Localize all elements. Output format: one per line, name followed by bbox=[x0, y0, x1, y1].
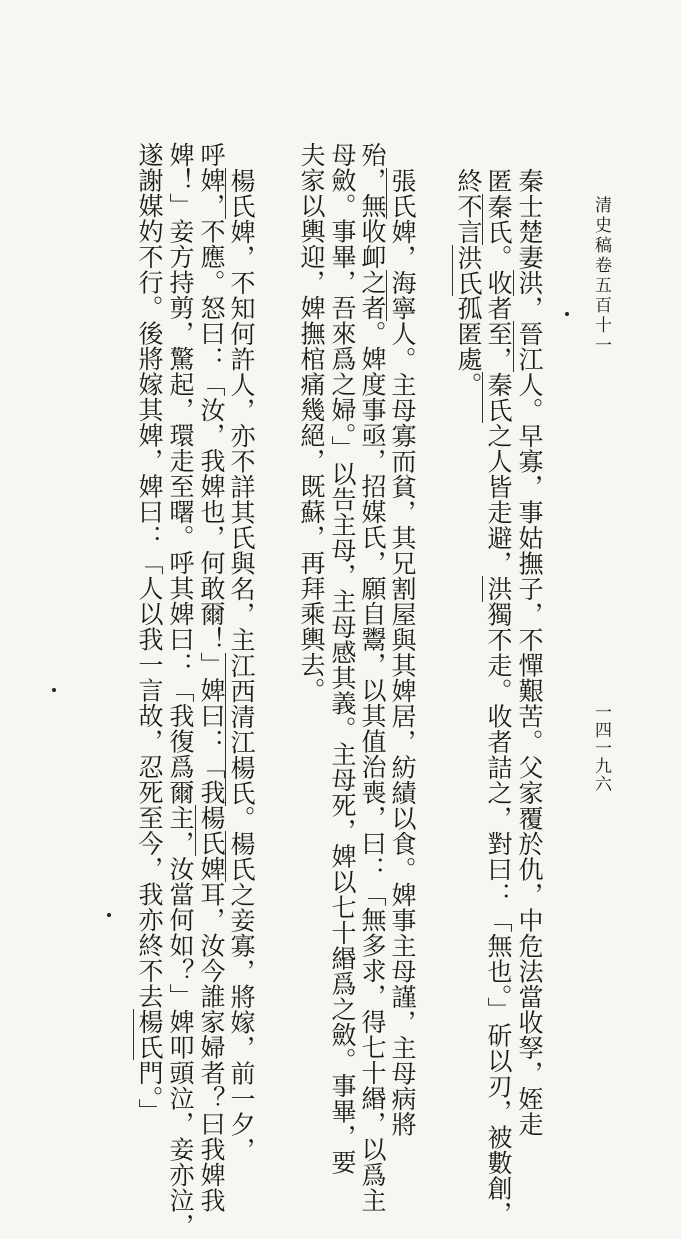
text-segment: 人。主母寡而貧，其兄割屋與其婢居，紡績以食。婢事主母謹，主母病將 bbox=[388, 321, 417, 1137]
proper-name: 楊氏 bbox=[135, 1009, 164, 1060]
text-column bbox=[451, 168, 483, 398]
text-segment: 秦士楚妻 bbox=[515, 168, 544, 270]
proper-name: 楊氏 bbox=[227, 168, 256, 219]
text-column bbox=[194, 142, 226, 1213]
text-column bbox=[132, 142, 164, 1124]
text-segment: 婢， bbox=[388, 219, 417, 270]
text-segment: ， bbox=[515, 295, 544, 321]
text-segment: 之妾寡，將嫁，前一夕， bbox=[227, 882, 256, 1163]
text-segment: 之人皆走避， bbox=[484, 423, 513, 576]
proper-name: 楊氏 bbox=[227, 831, 256, 882]
text-segment: 匿 bbox=[484, 168, 513, 194]
text-column bbox=[325, 142, 357, 1175]
text-segment: 婢，不知何許人，亦不詳其氏與名，主 bbox=[227, 219, 256, 653]
page-number: 一四一九六 bbox=[591, 703, 611, 793]
text-segment: 門。」 bbox=[135, 1060, 164, 1124]
text-column bbox=[163, 142, 195, 1239]
text-segment: 呼婢，不應。怒曰：「汝，我婢也，何敢爾！」婢曰：「我 bbox=[197, 142, 226, 805]
text-segment: 孤匿處。 bbox=[454, 295, 483, 398]
text-segment: 獨不走。收者詰之，對曰：「無也。」斫以刃，被數創， bbox=[484, 601, 513, 1227]
proper-name: 晉江 bbox=[515, 321, 544, 372]
proper-name: 洪 bbox=[515, 270, 544, 296]
text-segment: 母斂。事畢，吾來爲之婦。」以告主母，主母感其義。主母死，婢以七十緡爲之斂。事畢，要 bbox=[328, 142, 357, 1175]
text-segment: 。收者至， bbox=[484, 244, 513, 372]
text-segment: 婢！」妾方持剪，驚起，環走至曙。呼其婢曰：「我復爲爾主，汝當何如？」婢叩頭泣，妾亦泣， bbox=[166, 142, 195, 1239]
text-segment: 殆，無收卹之者。婢度事亟，招媒氏，願自鬻，以其值治喪，曰：「無多求，得七十緡，以爲主 bbox=[358, 142, 387, 1213]
text-column bbox=[481, 168, 513, 1227]
proper-name: 楊氏 bbox=[197, 805, 226, 856]
speck-mark bbox=[107, 913, 111, 917]
book-title-header: 清史稿卷五百十一 bbox=[591, 196, 611, 356]
text-column bbox=[294, 142, 324, 872]
text-segment: 婢耳，汝今誰家婦者？曰我婢我 bbox=[197, 856, 226, 1213]
proper-name: 秦氏 bbox=[484, 193, 513, 245]
text-segment: 。 bbox=[227, 805, 256, 831]
speck-mark bbox=[52, 688, 56, 692]
text-column bbox=[224, 168, 256, 1163]
text-segment: 終不言 bbox=[454, 168, 483, 245]
proper-name: 洪 bbox=[484, 576, 513, 602]
text-segment: 遂謝媒妁不行。後將嫁其婢，婢曰：「人以我一言故，忍死至今，我亦終不去 bbox=[135, 142, 164, 1009]
proper-name: 海寧 bbox=[388, 270, 417, 321]
proper-name: 江西清江楊氏 bbox=[227, 652, 256, 806]
proper-name: 張氏 bbox=[388, 168, 417, 219]
text-segment: 夫家以輿迎，婢撫棺痛幾絕，既蘇，再拜乘輿去。 bbox=[297, 142, 326, 703]
text-column bbox=[385, 168, 417, 1137]
proper-name: 秦氏 bbox=[484, 372, 513, 423]
proper-name: 洪氏 bbox=[454, 244, 483, 296]
speck-mark bbox=[565, 312, 569, 316]
text-column bbox=[512, 168, 544, 1137]
text-segment: 人。早寡，事姑撫子，不憚艱苦。父家覆於仇，中危法當收孥，姪走 bbox=[515, 372, 544, 1137]
text-column bbox=[355, 142, 387, 1213]
